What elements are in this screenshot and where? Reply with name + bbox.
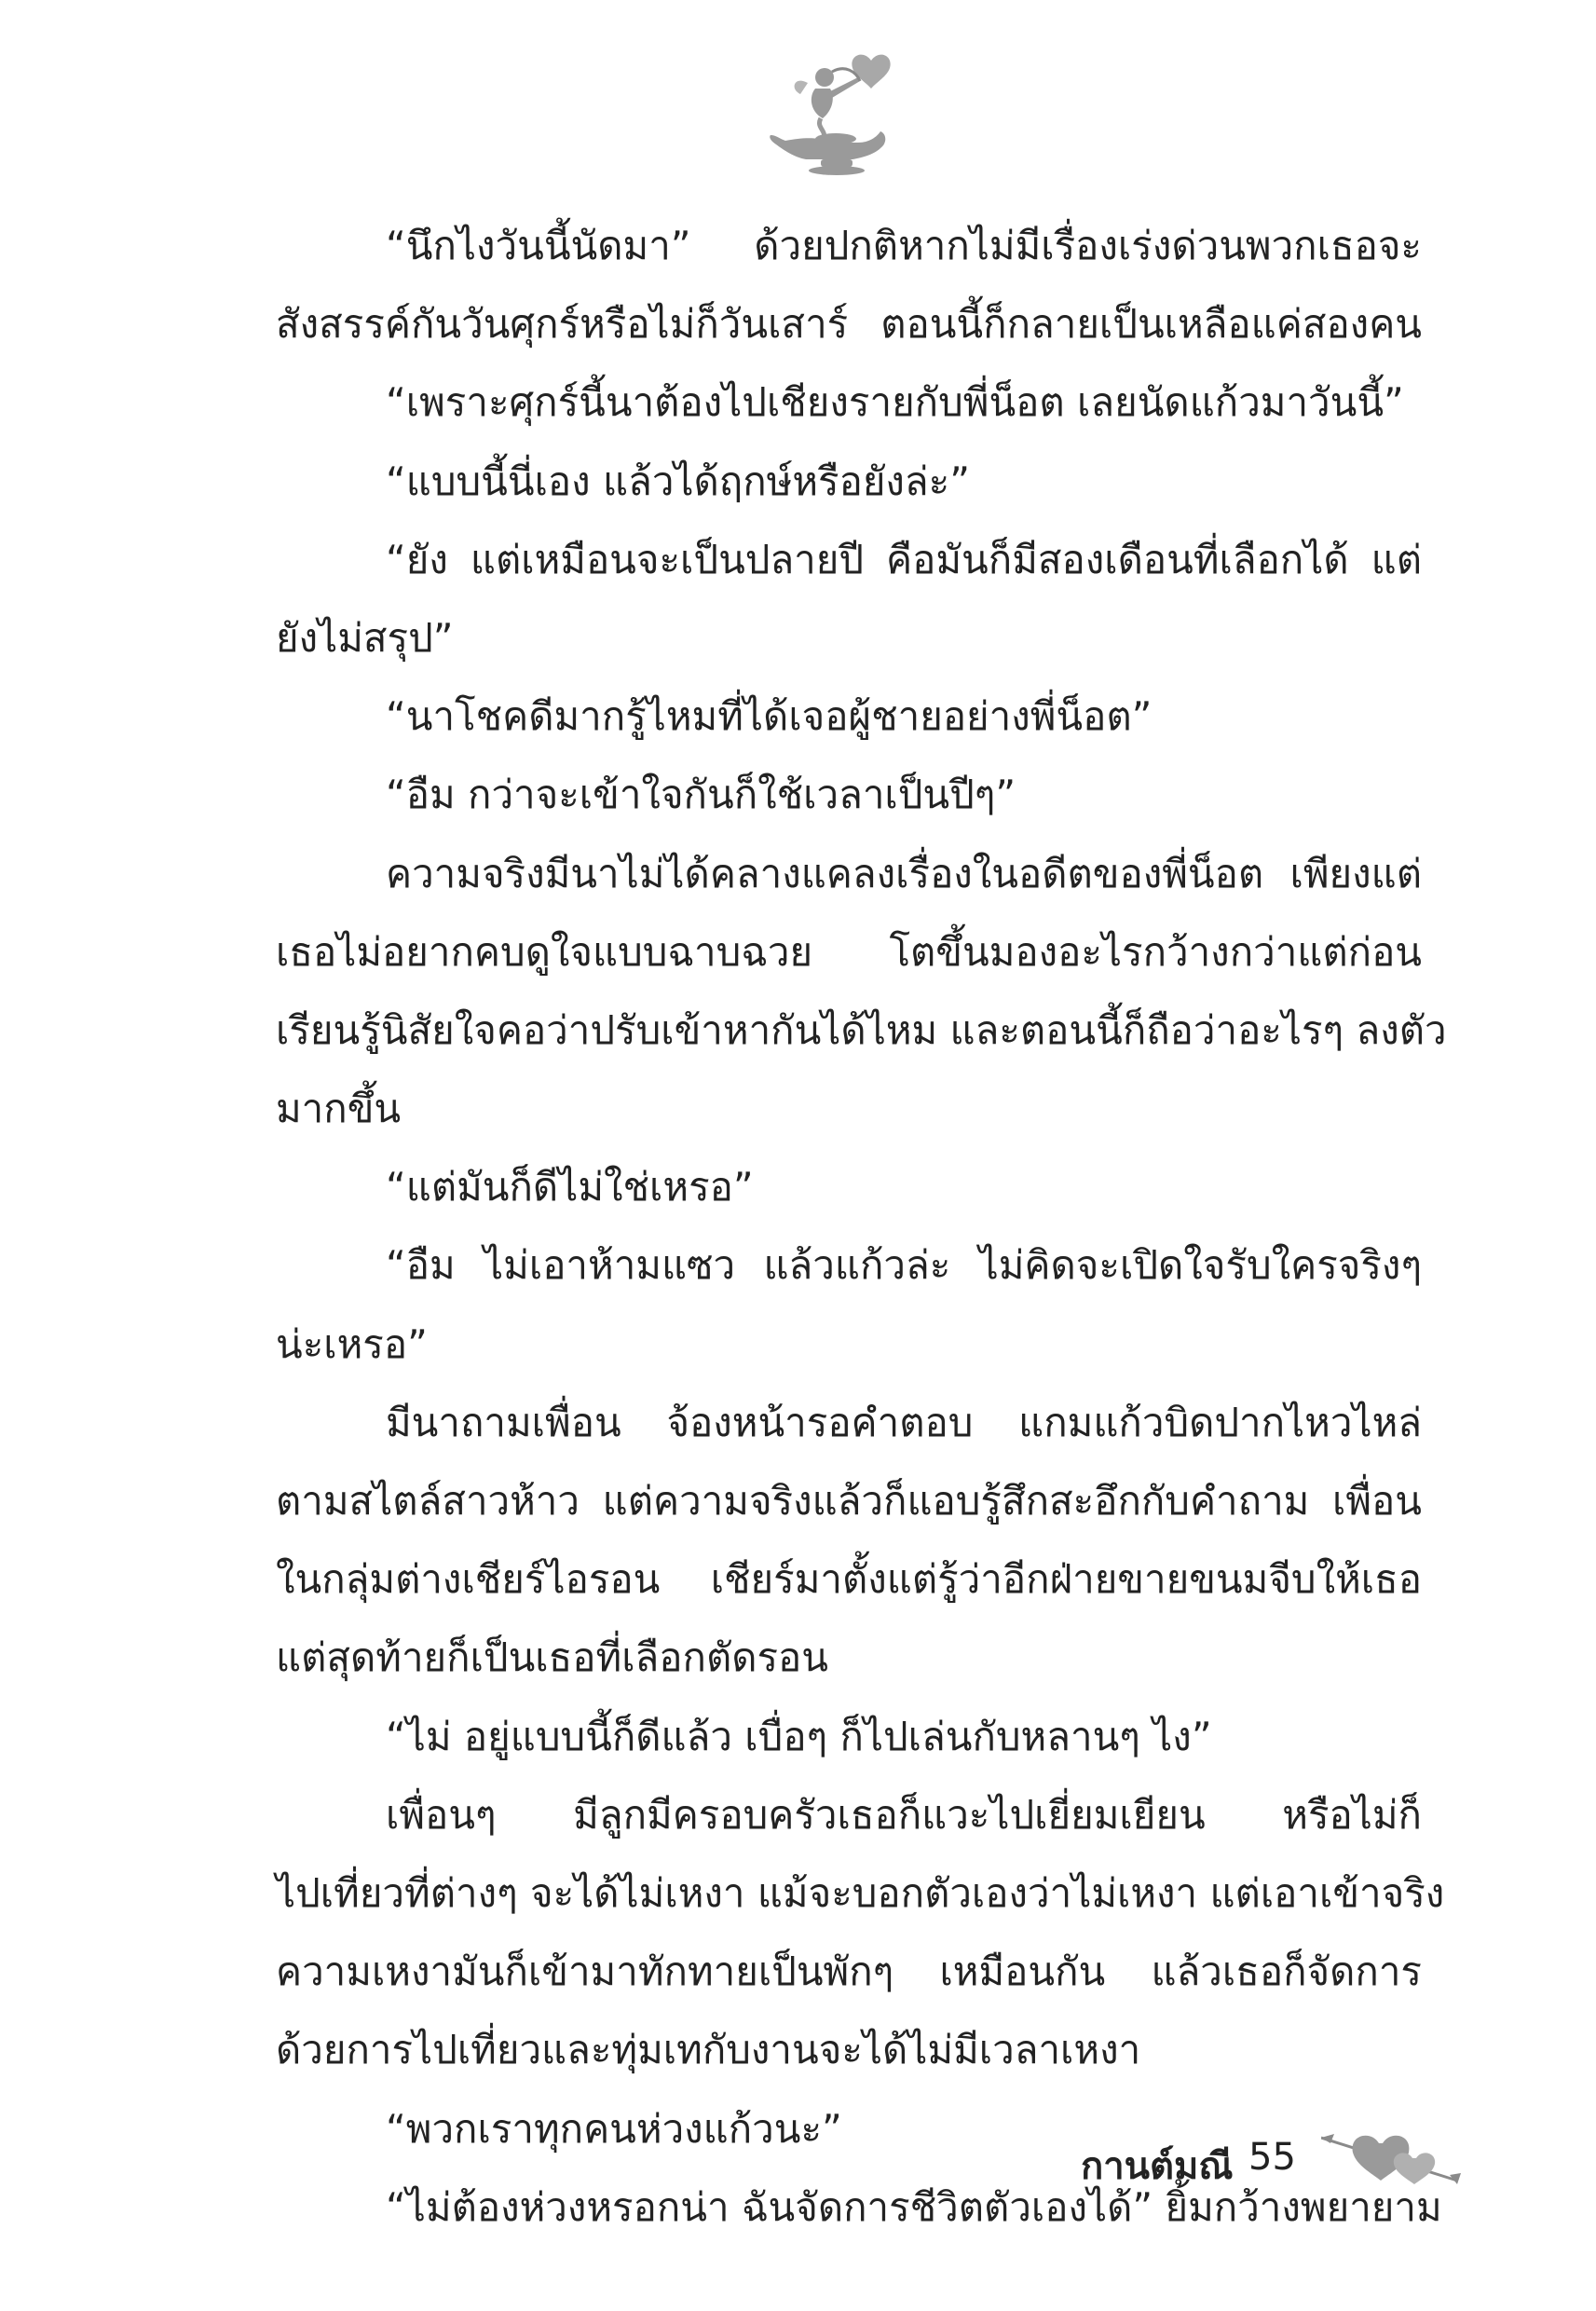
text-line: ความจริงมีนาไม่ได้คลางแคลงเรื่องในอดีตของพี่น็อต เพียงแต่: [386, 850, 1422, 896]
page-number: 55: [1248, 2136, 1296, 2179]
text-line: ความเหงามันก็เข้ามาทักทายเป็นพักๆ เหมือนกัน แล้วเธอก็จัดการ: [276, 1949, 1422, 1995]
text-line: ตามสไตล์สาวห้าว แต่ความจริงแล้วก็แอบรู้สึกสะอึกกับคำถาม เพื่อน: [276, 1478, 1422, 1524]
hearts-arrow-icon: [1321, 2126, 1461, 2192]
text-line: น่ะเหรอ”: [276, 1320, 428, 1367]
text-line: “ไม่ อยู่แบบนี้ก็ดีแล้ว เบื่อๆ ก็ไปเล่นกับหลานๆ ไง”: [386, 1713, 1212, 1759]
text-line: ยังไม่สรุป”: [276, 614, 454, 661]
text-line: “นาโชคดีมากรู้ไหมที่ได้เจอผู้ชายอย่างพี่น็อต”: [386, 693, 1153, 740]
text-line: “ไม่ต้องห่วงหรอกน่า ฉันจัดการชีวิตตัวเองได้” ยิ้มกว้างพยายาม: [386, 2183, 1442, 2230]
text-line: “อืม กว่าจะเข้าใจกันก็ใช้เวลาเป็นปีๆ”: [386, 772, 1016, 818]
cupid-lamp-ornament-icon: [767, 51, 907, 177]
text-line: เรียนรู้นิสัยใจคอว่าปรับเข้าหากันได้ไหม และตอนนี้ก็ถือว่าอะไรๆ ลงตัว: [276, 1006, 1447, 1053]
text-line: “แบบนี้นี่เอง แล้วได้ฤกษ์หรือยังล่ะ”: [386, 458, 970, 504]
text-line: มากขึ้น: [276, 1086, 402, 1132]
text-line: ในกลุ่มต่างเชียร์ไอรอน เชียร์มาตั้งแต่รู้ว่าอีกฝ่ายขายขนมจีบให้เธอ: [276, 1556, 1422, 1603]
text-line: เธอไม่อยากคบดูใจแบบฉาบฉวย โตขึ้นมองอะไรกว้างกว่าแต่ก่อน: [276, 928, 1422, 975]
text-line: “เพราะศุกร์นี้นาต้องไปเชียงรายกับพี่น็อต เลยนัดแก้วมาวันนี้”: [386, 379, 1404, 426]
text-line: เพื่อนๆ มีลูกมีครอบครัวเธอก็แวะไปเยี่ยมเยียน หรือไม่ก็: [386, 1791, 1422, 1838]
text-line: “พวกเราทุกคนห่วงแก้วนะ”: [386, 2105, 842, 2152]
text-line: แต่สุดท้ายก็เป็นเธอที่เลือกตัดรอน: [276, 1634, 828, 1681]
text-line: มีนาถามเพื่อน จ้องหน้ารอคำตอบ แกมแก้วบิดปากไหวไหล่: [386, 1399, 1422, 1445]
text-line: สังสรรค์กันวันศุกร์หรือไม่ก็วันเสาร์ ตอนนี้ก็กลายเป็นเหลือแค่สองคน: [276, 301, 1422, 348]
body-text: [276, 207, 1447, 2247]
text-line: “อืม ไม่เอาห้ามแซว แล้วแก้วล่ะ ไม่คิดจะเปิดใจรับใครจริงๆ: [386, 1242, 1422, 1289]
text-line: ไปเที่ยวที่ต่างๆ จะได้ไม่เหงา แม้จะบอกตัวเองว่าไม่เหงา แต่เอาเข้าจริง: [276, 1869, 1445, 1916]
text-line: “ยัง แต่เหมือนจะเป็นปลายปี คือมันก็มีสองเดือนที่เลือกได้ แต่: [386, 536, 1422, 582]
text-line: “นึกไงวันนี้นัดมา” ด้วยปกติหากไม่มีเรื่องเร่งด่วนพวกเธอจะ: [386, 223, 1422, 268]
text-line: “แต่มันก็ดีไม่ใช่เหรอ”: [386, 1164, 754, 1210]
book-title: กานต์มณี: [1081, 2145, 1234, 2188]
text-line: ด้วยการไปเที่ยวและทุ่มเทกับงานจะได้ไม่มีเวลาเหงา: [276, 2027, 1141, 2073]
